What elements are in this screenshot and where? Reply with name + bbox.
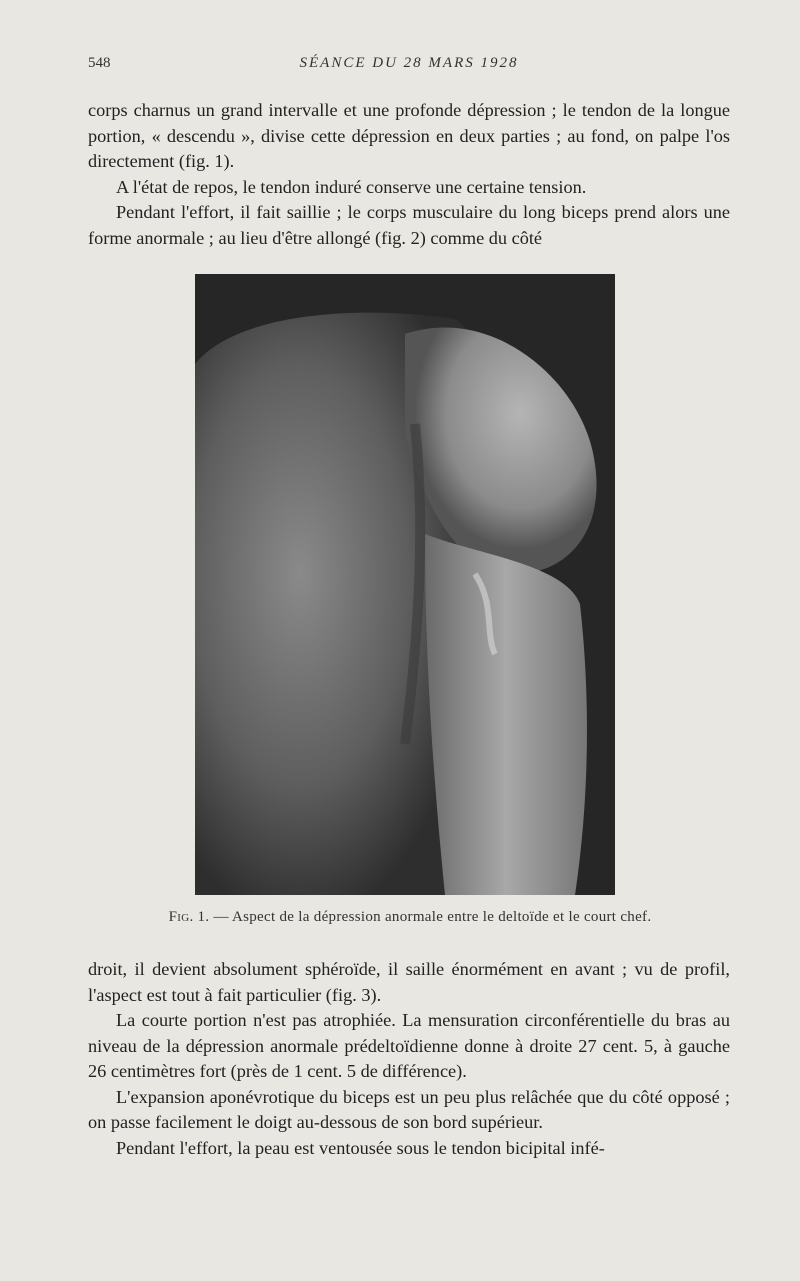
paragraph: corps charnus un grand intervalle et une profonde dépression ; le tendon de la longue portion, « descendu », divise cette dépression en deux parties ; au fond, on palpe l'os directement (fig. 1). <box>88 100 730 171</box>
paragraph: Pendant l'effort, il fait saillie ; le corps musculaire du long biceps prend alors une forme anormale ; au lieu d'être allongé (fig. 2) comme du côté <box>88 202 730 248</box>
figure-label: Fig. 1. <box>168 909 210 925</box>
paragraph: droit, il devient absolument sphéroïde, il saille énormément en avant ; vu de profil, l'aspect est tout à fait particulier (fig. 3). <box>88 959 730 1005</box>
page-number: 548 <box>88 55 111 71</box>
body-text-top <box>88 98 730 251</box>
paragraph: La courte portion n'est pas atrophiée. La mensuration circonférentielle du bras au niveau de la dépression anormale prédeltoïdienne donne à droite 27 cent. 5, à gauche 26 centimètres fort (près de 1 cent. 5 de différence). <box>88 1010 730 1081</box>
arm-photograph-image <box>195 274 615 895</box>
figure-photograph <box>195 274 615 895</box>
paragraph: L'expansion aponévrotique du biceps est un peu plus relâchée que du côté opposé ; on passe facilement le doigt au-dessous de son bord supérieur. <box>88 1086 730 1132</box>
paragraph: Pendant l'effort, la peau est ventousée sous le tendon bicipital infé- <box>116 1137 605 1158</box>
running-title: SÉANCE DU 28 MARS 1928 <box>299 55 519 71</box>
figure-caption-text: — Aspect de la dépression anormale entre le deltoïde et le court chef. <box>213 909 652 925</box>
figure-caption <box>100 909 720 926</box>
body-text-bottom <box>88 957 730 1161</box>
running-header <box>88 55 730 77</box>
paragraph: A l'état de repos, le tendon induré conserve une certaine tension. <box>116 176 587 197</box>
